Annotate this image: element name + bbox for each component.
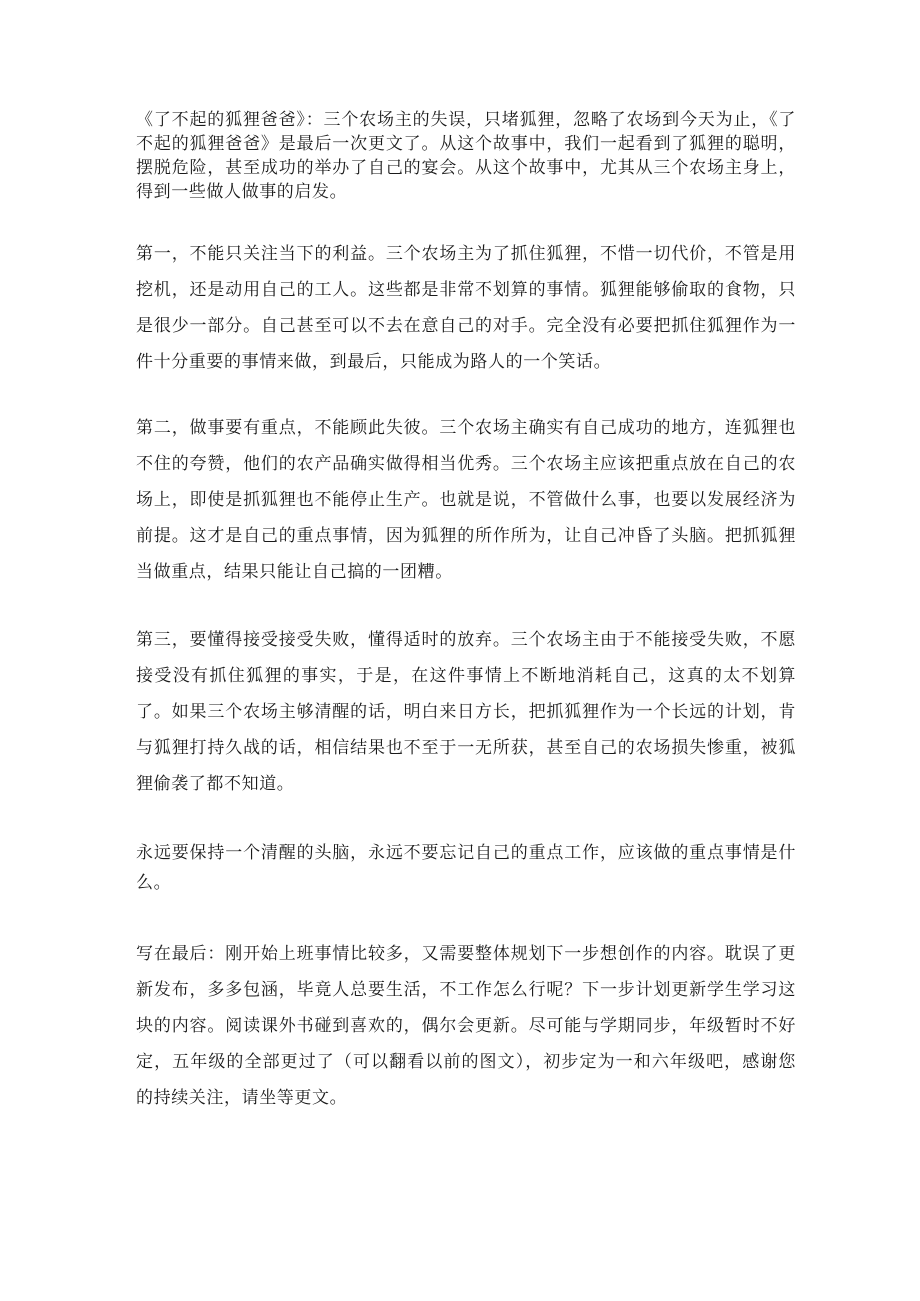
paragraph-intro: 《了不起的狐狸爸爸》：三个农场主的失误，只堵狐狸，忽略了农场到今天为止，《了不起的狐狸爸爸》是最后一次更文了。从这个故事中，我们一起看到了狐狸的聪明，摆脱危险，甚至成功的举办了自己的宴会。从这个故事中，尤其从三个农场主身上，得到一些做人做事的启发。 — [136, 110, 796, 202]
paragraph-summary: 永远要保持一个清醒的头脑，永远不要忘记自己的重点工作，应该做的重点事情是什么。 — [136, 843, 796, 893]
paragraph-first-point: 第一，不能只关注当下的利益。三个农场主为了抓住狐狸，不惜一切代价，不管是用挖机，还是动用自己的工人。这些都是非常不划算的事情。狐狸能够偷取的食物，只是很少一部分。自己甚至可以不去在意自己的对手。完全没有必要把抓住狐狸作为一件十分重要的事情来做，到最后，只能成为路人的一个笑话。 — [136, 244, 796, 372]
paragraph-second-point: 第二，做事要有重点，不能顾此失彼。三个农场主确实有自己成功的地方，连狐狸也不住的夸赞，他们的农产品确实做得相当优秀。三个农场主应该把重点放在自己的农场上，即使是抓狐狸也不能停止生产。也就是说，不管做什么事，也要以发展经济为前提。这才是自己的重点事情，因为狐狸的所作所为，让自己冲昏了头脑。把抓狐狸当做重点，结果只能让自己搞的一团糟。 — [136, 418, 796, 582]
paragraph-third-point: 第三，要懂得接受接受失败，懂得适时的放弃。三个农场主由于不能接受失败，不愿接受没有抓住狐狸的事实，于是，在这件事情上不断地消耗自己，这真的太不划算了。如果三个农场主够清醒的话，明白来日方长，把抓狐狸作为一个长远的计划，肯与狐狸打持久战的话，相信结果也不至于一无所获，甚至自己的农场损失惨重，被狐狸偷袭了都不知道。 — [136, 630, 796, 794]
document-body — [136, 108, 796, 1116]
paragraph-closing: 写在最后：刚开始上班事情比较多，又需要整体规划下一步想创作的内容。耽误了更新发布，多多包涵，毕竟人总要生活，不工作怎么行呢？下一步计划更新学生学习这块的内容。阅读课外书碰到喜欢的，偶尔会更新。尽可能与学期同步，年级暂时不好定，五年级的全部更过了（可以翻看以前的图文），初步定为一和六年级吧，感谢您的持续关注，请坐等更文。 — [136, 944, 796, 1108]
